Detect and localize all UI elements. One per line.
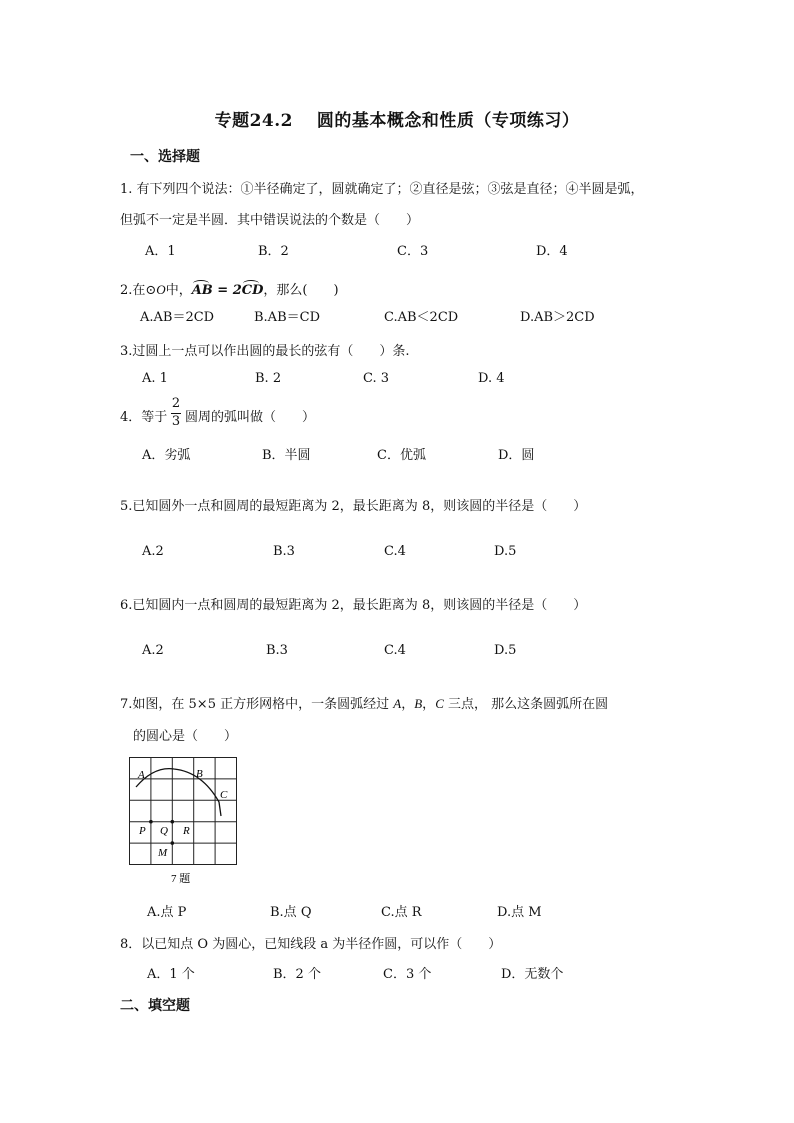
question-7-option-a: A.点 P xyxy=(147,905,187,920)
question-5-option-a: A.2 xyxy=(142,544,164,559)
circle-arc xyxy=(136,769,221,816)
label-c: C xyxy=(220,789,228,801)
point-m-dot xyxy=(171,841,175,845)
arc-symbol-icon xyxy=(243,280,259,287)
page-title: 专题24.2 圆的基本概念和性质（专项练习） xyxy=(214,111,580,131)
question-1-line-1: 1. 有下列四个说法：①半径确定了，圆就确定了；②直径是弦；③弦是直径；④半圆是弧， xyxy=(120,182,644,197)
label-r: R xyxy=(183,825,190,837)
question-6-option-b: B.3 xyxy=(266,643,288,658)
question-4-fraction-denominator: 3 xyxy=(171,414,181,429)
question-2-option-c: C.AB＜2CD xyxy=(384,310,459,325)
question-3-option-c: C. 3 xyxy=(363,371,390,386)
question-7-text-a: 7.如图，在 5×5 正方形网格中，一条圆弧经过 xyxy=(120,697,394,712)
question-6-option-a: A.2 xyxy=(142,643,164,658)
question-7-separator: ， xyxy=(401,697,415,712)
question-4-option-b: B．半圆 xyxy=(262,448,311,463)
question-5-option-b: B.3 xyxy=(273,544,295,559)
question-5-option-c: C.4 xyxy=(384,544,406,559)
question-7-separator: ， xyxy=(422,697,436,712)
question-3-option-a: A. 1 xyxy=(142,371,168,386)
question-5-option-d: D.5 xyxy=(494,544,517,559)
question-2-stem xyxy=(120,279,339,298)
question-8-option-a: A．1 个 xyxy=(147,967,195,982)
question-2-option-a: A.AB＝2CD xyxy=(140,310,215,325)
section-heading-fill-in: 二、填空题 xyxy=(120,998,190,1014)
question-7-grid-figure xyxy=(124,752,244,887)
question-4-suffix: 圆周的弧叫做（ ） xyxy=(185,410,316,425)
question-7-option-c: C.点 R xyxy=(381,905,422,920)
question-7-point-b: B xyxy=(414,696,423,711)
question-2-equals-two: = 2 xyxy=(212,283,242,298)
question-6-stem: 6.已知圆内一点和圆周的最短距离为 2，最长距离为 8，则该圆的半径是（ ） xyxy=(120,598,587,613)
question-5-stem: 5.已知圆外一点和圆周的最短距离为 2，最长距离为 8，则该圆的半径是（ ） xyxy=(120,499,587,514)
question-1-line-2: 但弧不一定是半圆．其中错误说法的个数是（ ） xyxy=(120,213,420,228)
question-2-option-b: B.AB＝CD xyxy=(254,310,320,325)
question-2-circle-var: O xyxy=(156,282,166,297)
question-2-suffix: ，那么( ) xyxy=(263,283,339,298)
question-2-middle: 中， xyxy=(165,283,192,298)
question-7-text-b: 三点， 那么这条圆弧所在圆 xyxy=(443,697,609,712)
question-8-option-d: D．无数个 xyxy=(501,967,564,982)
question-1-option-a: A．1 xyxy=(145,244,176,259)
arc-symbol-icon xyxy=(193,280,209,287)
question-2-arc-ab: AB xyxy=(192,283,213,298)
question-7-point-c: C xyxy=(435,696,444,711)
label-p: P xyxy=(139,825,146,837)
question-1-option-c: C．3 xyxy=(397,244,429,259)
question-4-option-d: D．圆 xyxy=(498,448,535,463)
question-4-fraction-numerator: 2 xyxy=(171,396,181,411)
question-8-option-b: B．2 个 xyxy=(273,967,321,982)
question-2-arc-cd: CD xyxy=(242,283,264,298)
question-8-stem: 8．以已知点 O 为圆心，已知线段 a 为半径作圆，可以作（ ） xyxy=(120,937,502,952)
point-q-dot xyxy=(171,820,175,824)
section-heading-choice: 一、选择题 xyxy=(130,149,200,165)
figure-caption: 7 题 xyxy=(171,873,191,885)
point-p-dot xyxy=(149,820,153,824)
question-8-option-c: C．3 个 xyxy=(383,967,432,982)
question-7-option-d: D.点 M xyxy=(497,905,542,920)
question-4-option-c: C．优弧 xyxy=(377,448,426,463)
question-2-prefix: 2.在⊙ xyxy=(120,283,157,298)
question-3-option-b: B. 2 xyxy=(255,371,282,386)
label-m: M xyxy=(158,847,168,859)
question-7-line-2: 的圆心是（ ） xyxy=(133,729,238,744)
question-4-option-a: A．劣弧 xyxy=(142,448,191,463)
label-a: A xyxy=(138,769,145,781)
question-3-option-d: D. 4 xyxy=(478,371,505,386)
label-b: B xyxy=(196,768,203,780)
question-7-line-1 xyxy=(120,693,608,712)
question-2-option-d: D.AB＞2CD xyxy=(520,310,595,325)
question-6-option-d: D.5 xyxy=(494,643,517,658)
question-3-stem: 3.过圆上一点可以作出圆的最长的弦有（ ）条. xyxy=(120,344,410,359)
question-4-prefix: 4．等于 xyxy=(120,410,168,425)
question-1-option-d: D．4 xyxy=(536,244,568,259)
question-7-option-b: B.点 Q xyxy=(270,905,312,920)
question-7-point-a: A xyxy=(393,696,402,711)
label-q: Q xyxy=(160,825,168,837)
question-1-option-b: B．2 xyxy=(258,244,289,259)
question-6-option-c: C.4 xyxy=(384,643,406,658)
